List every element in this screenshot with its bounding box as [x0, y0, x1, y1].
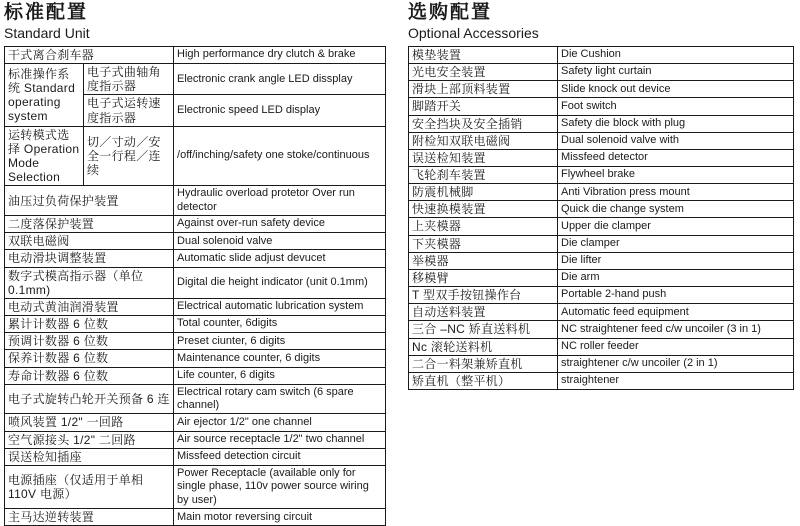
- table-row: [409, 64, 794, 81]
- cell-item-zh: 电动滑块调整装置: [5, 250, 174, 267]
- table-row: [5, 64, 386, 95]
- cell-item-zh: 干式离合刹车器: [5, 46, 174, 63]
- cell-description-en: Safety light curtain: [558, 64, 794, 81]
- cell-item-zh: 电源插座（仅适用于单相 110V 电源）: [5, 465, 174, 508]
- table-row: [5, 250, 386, 267]
- cell-item-zh: 空气源接头 1/2" 二回路: [5, 431, 174, 448]
- cell-item-zh: 切／寸动／安全一行程／连续: [84, 126, 174, 186]
- table-row: [5, 233, 386, 250]
- cell-description-en: High performance dry clutch & brake: [174, 46, 386, 63]
- cell-description-en: Air ejector 1/2" one channel: [174, 414, 386, 431]
- table-row: [409, 252, 794, 269]
- cell-description-en: Die arm: [558, 269, 794, 286]
- table-row: [409, 115, 794, 132]
- cell-description-en: Slide knock out device: [558, 81, 794, 98]
- table-row: [409, 269, 794, 286]
- cell-description-en: NC straightener feed c/w uncoiler (3 in 1): [558, 321, 794, 338]
- table-row: [409, 372, 794, 389]
- table-row: [5, 267, 386, 298]
- cell-description-en: /off/inching/safety one stoke/continuous: [174, 126, 386, 186]
- optional-title-zh: 选购配置: [408, 2, 493, 23]
- table-row: [409, 132, 794, 149]
- cell-description-en: straightener c/w uncoiler (2 in 1): [558, 355, 794, 372]
- table-row: [5, 298, 386, 315]
- optional-title-en: Optional Accessories: [408, 24, 539, 41]
- cell-description-en: straightener: [558, 372, 794, 389]
- table-row: [5, 186, 386, 216]
- cell-item-zh: 自动送料装置: [409, 304, 558, 321]
- cell-item-zh: 误送检知装置: [409, 149, 558, 166]
- table-row: [5, 465, 386, 508]
- cell-description-en: Upper die clamper: [558, 218, 794, 235]
- cell-item-zh: 滑块上部顶料装置: [409, 81, 558, 98]
- table-row: [409, 287, 794, 304]
- cell-item-zh: 快速换模装置: [409, 201, 558, 218]
- cell-description-en: Digital die height indicator (unit 0.1mm): [174, 267, 386, 298]
- table-row: [5, 126, 386, 186]
- cell-item-zh: 附检知双联电磁阀: [409, 132, 558, 149]
- cell-description-en: Electronic speed LED display: [174, 95, 386, 126]
- table-row: [409, 149, 794, 166]
- table-row: [409, 201, 794, 218]
- cell-item-zh: 油压过负荷保护装置: [5, 186, 174, 216]
- table-row: [5, 350, 386, 367]
- cell-description-en: Electrical rotary cam switch (6 spare channel): [174, 384, 386, 414]
- cell-item-zh: 三合 –NC 矫直送料机: [409, 321, 558, 338]
- table-row: [5, 509, 386, 526]
- cell-item-zh: 标准操作系统 Standard operating system: [5, 64, 84, 127]
- cell-description-en: Hydraulic overload protetor Over run detector: [174, 186, 386, 216]
- cell-item-zh: 二合一料架兼矫直机: [409, 355, 558, 372]
- cell-item-zh: 二度落保护装置: [5, 216, 174, 233]
- cell-item-zh: 飞轮刹车装置: [409, 166, 558, 183]
- cell-description-en: Life counter, 6 digits: [174, 367, 386, 384]
- table-row: [5, 431, 386, 448]
- cell-item-zh: T 型双手按钮操作台: [409, 287, 558, 304]
- cell-item-zh: 寿命计数器 6 位数: [5, 367, 174, 384]
- table-row: [409, 184, 794, 201]
- cell-description-en: Die clamper: [558, 235, 794, 252]
- cell-description-en: Missfeed detection circuit: [174, 448, 386, 465]
- table-row: [409, 46, 794, 63]
- cell-description-en: Maintenance counter, 6 digits: [174, 350, 386, 367]
- optional-accessories-section: [408, 2, 794, 390]
- table-row: [5, 46, 386, 63]
- cell-description-en: Quick die change system: [558, 201, 794, 218]
- cell-item-zh: 安全挡块及安全插销: [409, 115, 558, 132]
- cell-item-zh: 电子式运转速度指示器: [84, 95, 174, 126]
- cell-description-en: Against over-run safety device: [174, 216, 386, 233]
- cell-description-en: Automatic feed equipment: [558, 304, 794, 321]
- cell-item-zh: 电子式曲轴角度指示器: [84, 64, 174, 95]
- cell-description-en: Flywheel brake: [558, 166, 794, 183]
- cell-item-zh: 电子式旋转凸轮开关预备 6 连: [5, 384, 174, 414]
- cell-item-zh: 脚踏开关: [409, 98, 558, 115]
- table-row: [5, 316, 386, 333]
- cell-item-zh: 光电安全装置: [409, 64, 558, 81]
- standard-unit-section: [4, 2, 386, 526]
- cell-item-zh: 主马达逆转装置: [5, 509, 174, 526]
- cell-item-zh: 举模器: [409, 252, 558, 269]
- table-row: [5, 367, 386, 384]
- cell-description-en: Die lifter: [558, 252, 794, 269]
- cell-description-en: Total counter, 6digits: [174, 316, 386, 333]
- standard-title-zh: 标准配置: [4, 2, 89, 23]
- cell-description-en: Safety die block with plug: [558, 115, 794, 132]
- table-row: [409, 81, 794, 98]
- cell-description-en: Main motor reversing circuit: [174, 509, 386, 526]
- cell-item-zh: 下夹模器: [409, 235, 558, 252]
- cell-description-en: Portable 2-hand push: [558, 287, 794, 304]
- cell-item-zh: 矫直机（整平机）: [409, 372, 558, 389]
- cell-item-zh: 运转模式选择 Operation Mode Selection: [5, 126, 84, 186]
- cell-description-en: Anti Vibration press mount: [558, 184, 794, 201]
- table-row: [409, 355, 794, 372]
- cell-description-en: Dual solenoid valve with: [558, 132, 794, 149]
- cell-item-zh: 防震机械脚: [409, 184, 558, 201]
- cell-description-en: Dual solenoid valve: [174, 233, 386, 250]
- table-row: [5, 448, 386, 465]
- cell-description-en: Preset ciunter, 6 digits: [174, 333, 386, 350]
- cell-description-en: Electronic crank angle LED dissplay: [174, 64, 386, 95]
- cell-item-zh: 模垫装置: [409, 46, 558, 63]
- cell-description-en: Missfeed detector: [558, 149, 794, 166]
- cell-description-en: NC roller feeder: [558, 338, 794, 355]
- cell-item-zh: 预调计数器 6 位数: [5, 333, 174, 350]
- cell-item-zh: 电动式黄油润滑装置: [5, 298, 174, 315]
- cell-description-en: Die Cushion: [558, 46, 794, 63]
- cell-description-en: Power Receptacle (available only for single phase, 110v power source wiring by user): [174, 465, 386, 508]
- standard-unit-table: [4, 46, 386, 526]
- table-row: [409, 235, 794, 252]
- table-row: [409, 321, 794, 338]
- cell-description-en: Automatic slide adjust devucet: [174, 250, 386, 267]
- table-row: [409, 338, 794, 355]
- cell-description-en: Air source receptacle 1/2" two channel: [174, 431, 386, 448]
- cell-item-zh: 移模臂: [409, 269, 558, 286]
- cell-description-en: Electrical automatic lubrication system: [174, 298, 386, 315]
- standard-title-en: Standard Unit: [4, 24, 90, 41]
- cell-item-zh: 数字式模高指示器（单位 0.1mm): [5, 267, 174, 298]
- cell-item-zh: 喷风装置 1/2" 一回路: [5, 414, 174, 431]
- cell-item-zh: Nc 滚轮送料机: [409, 338, 558, 355]
- cell-item-zh: 双联电磁阀: [5, 233, 174, 250]
- table-row: [409, 304, 794, 321]
- table-row: [5, 333, 386, 350]
- table-row: [409, 218, 794, 235]
- cell-item-zh: 累计计数器 6 位数: [5, 316, 174, 333]
- table-row: [409, 166, 794, 183]
- table-row: [409, 98, 794, 115]
- cell-description-en: Foot switch: [558, 98, 794, 115]
- table-row: [5, 216, 386, 233]
- optional-accessories-table: [408, 46, 794, 390]
- cell-item-zh: 保养计数器 6 位数: [5, 350, 174, 367]
- cell-item-zh: 上夹模器: [409, 218, 558, 235]
- cell-item-zh: 误送检知插座: [5, 448, 174, 465]
- table-row: [5, 414, 386, 431]
- table-row: [5, 384, 386, 414]
